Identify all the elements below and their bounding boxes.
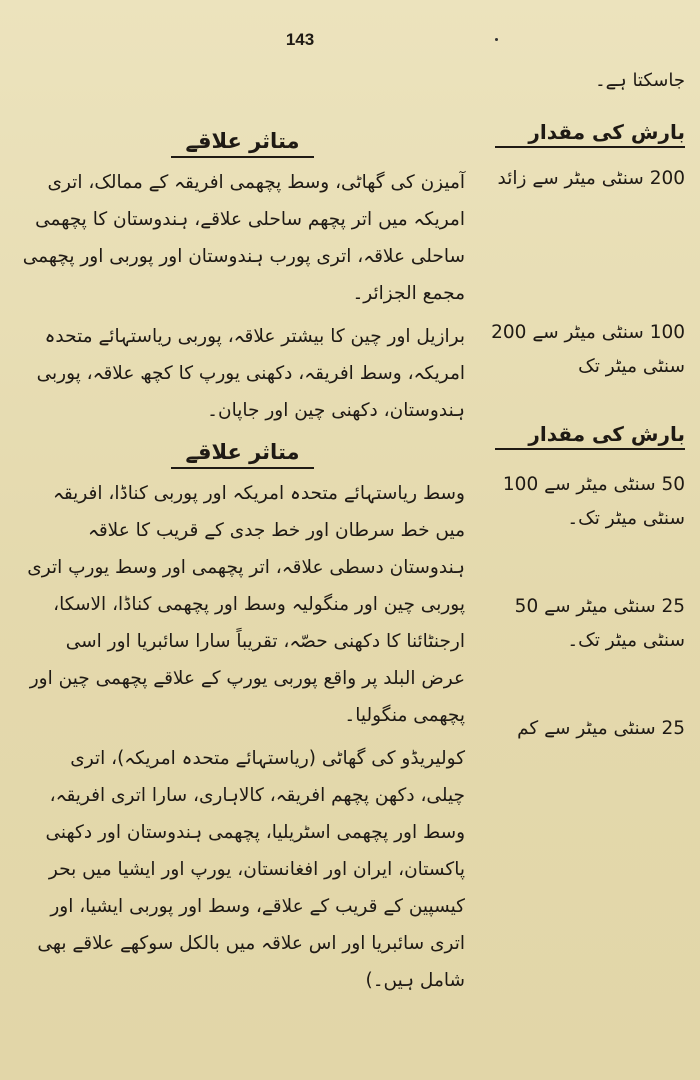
rainfall-heading-1: بارش کی مقدار <box>495 120 685 148</box>
rainfall-heading-2: بارش کی مقدار <box>495 422 685 450</box>
affected-areas-column <box>20 120 465 1005</box>
section-1-paragraph-2: برازیل اور چین کا بیشتر علاقہ، پوربی ریاستہائے متحدہ امریکہ، وسط افریقہ، دکھنی یورپ کا کچھ علاقہ، پوربی ہندوستان، دکھنی چین اور جاپان۔ <box>36 326 465 421</box>
rainfall-column <box>470 120 685 746</box>
rainfall-range-3: 50 سنٹی میٹر سے 100 سنٹی میٹر تک۔ <box>502 474 685 529</box>
rainfall-range-2: 100 سنٹی میٹر سے 200 سنٹی میٹر تک <box>491 322 685 377</box>
intro-text: جاسکتا ہے۔ <box>595 70 685 91</box>
print-speck <box>495 38 498 41</box>
section-2-paragraph-2: کولیریڈو کی گھاٹی (ریاستہائے متحدہ امریکہ)، اتری چیلی، دکھن پچھم افریقہ، کالاہاری، سارا اتری افریقہ، وسط اور پچھمی اسٹریلیا، پچھمی ہندوستان اور دکھنی پاکستان، ایران اور افغانستان، یورپ اور ایشیا میں بحر کیسپین کے قریب کے علاقے، وسط اور پوربی ایشیا، اور اتری سائبریا اور اس علاقہ میں بالکل سوکھے علاقے بھی شامل ہیں۔) <box>37 748 465 991</box>
section-heading-2: متاثر علاقے <box>20 435 465 469</box>
section-2-paragraph-1: وسط ریاستہائے متحدہ امریکہ اور پوربی کناڈا، افریقہ میں خط سرطان اور خط جدی کے قریب کا علاقہ ہندوستان دسطی علاقہ، اتر پچھمی اور وسط یورپ اتری پوربی چین اور منگولیہ وسط اور پچھمی کناڈا، الاسکا، ارجنٹائنا کا دکھنی حصّہ، تقریباً سارا سائبریا اور اسی عرض البلد پر واقع پوربی یورپ کے علاقے پچھمی چین اور پچھمی منگولیا۔ <box>27 483 465 726</box>
page-number: 143 <box>285 30 315 49</box>
rainfall-range-4: 25 سنٹی میٹر سے 50 سنٹی میٹر تک۔ <box>514 596 685 651</box>
rainfall-range-5: 25 سنٹی میٹر سے کم <box>517 718 685 739</box>
section-1-paragraph-1: آمیزن کی گھاٹی، وسط پچھمی افریقہ کے ممالک، اتری امریکہ میں اتر پچھم ساحلی علاقے، ہندوستان کا پچھمی ساحلی علاقہ، اتری پورب ہندوستان اور پوربی اور پچھمی مجمع الجزائر۔ <box>22 172 465 304</box>
rainfall-range-1: 200 سنٹی میٹر سے زائد <box>497 168 685 189</box>
section-heading-1: متاثر علاقے <box>20 124 465 158</box>
